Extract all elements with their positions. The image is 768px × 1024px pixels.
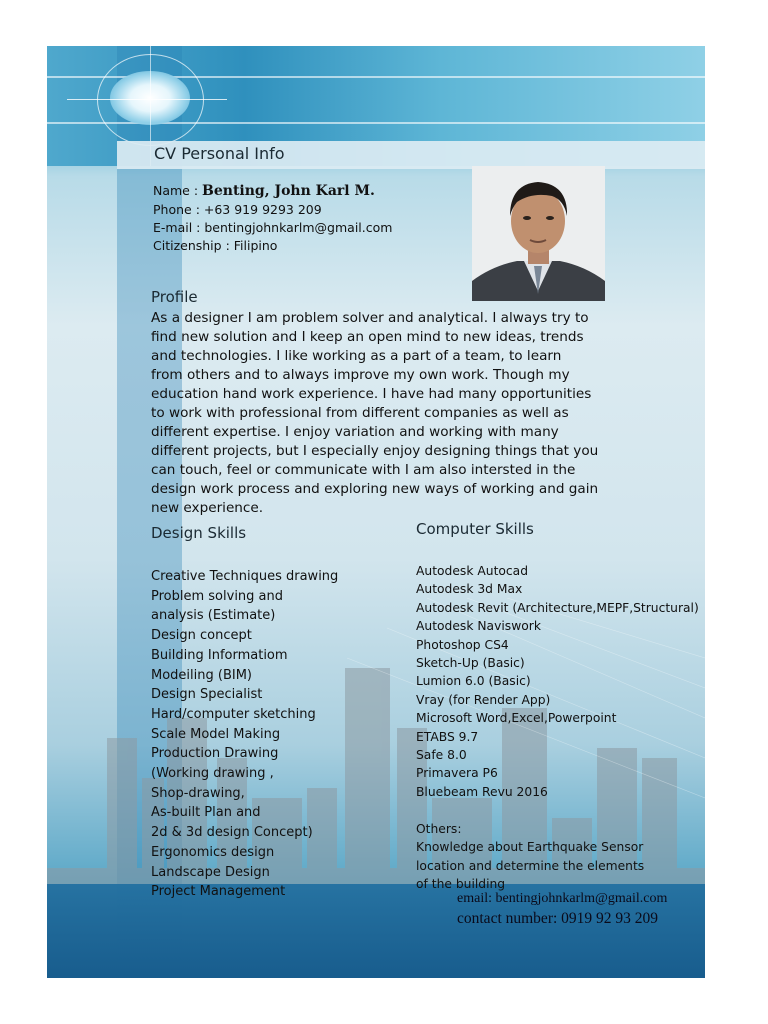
profile-paragraph (151, 309, 621, 518)
profile-line: education hand work experience. I have had many opportunities (151, 386, 592, 402)
list-item: Modeiling (BIM) (151, 667, 252, 683)
list-item: Microsoft Word,Excel,Powerpoint (416, 711, 617, 726)
list-item: analysis (Estimate) (151, 608, 276, 624)
citizenship-text: Citizenship : Filipino (153, 238, 278, 253)
profile-line: design work process and exploring new ways of working and gain (151, 481, 599, 497)
design-skills-heading: Design Skills (151, 524, 247, 542)
list-item: (Working drawing , (151, 766, 274, 782)
list-item: Design Specialist (151, 687, 263, 703)
list-item: Shop-drawing, (151, 785, 245, 801)
list-item: Lumion 6.0 (Basic) (416, 674, 531, 689)
footer-email: email: bentingjohnkarlm@gmail.com (457, 891, 668, 906)
email-text: E-mail : bentingjohnkarlm@gmail.com (153, 220, 393, 235)
list-item: Autodesk Autocad (416, 564, 529, 578)
profile-photo (472, 166, 605, 301)
others-section (416, 820, 644, 894)
list-item: As-built Plan and (151, 805, 261, 821)
name-value: Benting, John Karl M. (202, 183, 375, 199)
profile-heading: Profile (151, 288, 198, 306)
others-line: Knowledge about Earthquake Sensor (416, 840, 644, 855)
list-item: Production Drawing (151, 746, 279, 762)
list-item: ETABS 9.7 (416, 729, 479, 744)
list-item: Photoshop CS4 (416, 637, 509, 652)
profile-line: different projects, but I especially enjoy designing things that you (151, 443, 599, 459)
profile-line: can touch, feel or communicate with I am also intersted in the (151, 462, 576, 478)
list-item: Autodesk 3d Max (416, 582, 523, 597)
person-photo-graphic (472, 166, 605, 301)
profile-line: new experience. (151, 500, 264, 516)
list-item: Autodesk Naviswork (416, 619, 541, 634)
list-item: Hard/computer sketching (151, 706, 316, 722)
others-label: Others: (416, 822, 462, 836)
list-item: Primavera P6 (416, 766, 498, 781)
list-item: Scale Model Making (151, 726, 281, 742)
footer-contact: contact number: 0919 92 93 209 (457, 910, 659, 927)
crosshair-line (67, 99, 227, 100)
list-item: Autodesk Revit (Architecture,MEPF,Structural) (416, 600, 699, 615)
list-item: Sketch-Up (Basic) (416, 656, 525, 671)
list-item: Landscape Design (151, 864, 270, 880)
list-item: Ergonomics design (151, 844, 275, 860)
profile-line: As a designer I am problem solver and analytical. I always try to (151, 310, 589, 326)
profile-line: find new solution and I keep an open mind to new ideas, trends (151, 329, 584, 345)
list-item: Safe 8.0 (416, 748, 467, 763)
list-item: Design concept (151, 628, 252, 644)
profile-line: to work with professional from different companies as well as (151, 405, 569, 421)
others-line: location and determine the elements (416, 858, 645, 873)
name-row (153, 182, 375, 201)
computer-skills-heading: Computer Skills (416, 520, 534, 538)
list-item: Problem solving and (151, 588, 284, 604)
computer-skills-list (416, 562, 699, 801)
profile-line: from others and to always improve my own work. Though my (151, 367, 570, 383)
profile-line: and technologies. I like working as a part of a team, to learn (151, 348, 562, 364)
design-skills-list (151, 567, 338, 902)
list-item: Vray (for Render App) (416, 692, 551, 707)
list-item: Building Informatiom (151, 647, 288, 663)
name-label: Name : (153, 183, 203, 198)
profile-line: different expertise. I enjoy variation and working with many (151, 424, 559, 440)
others-line: of the building (416, 877, 506, 892)
page-title: CV Personal Info (154, 144, 285, 163)
list-item: Bluebeam Revu 2016 (416, 784, 548, 799)
phone-text: Phone : +63 919 9293 209 (153, 202, 322, 217)
list-item: Project Management (151, 884, 286, 900)
list-item: 2d & 3d design Concept) (151, 825, 313, 841)
list-item: Creative Techniques drawing (151, 569, 339, 584)
